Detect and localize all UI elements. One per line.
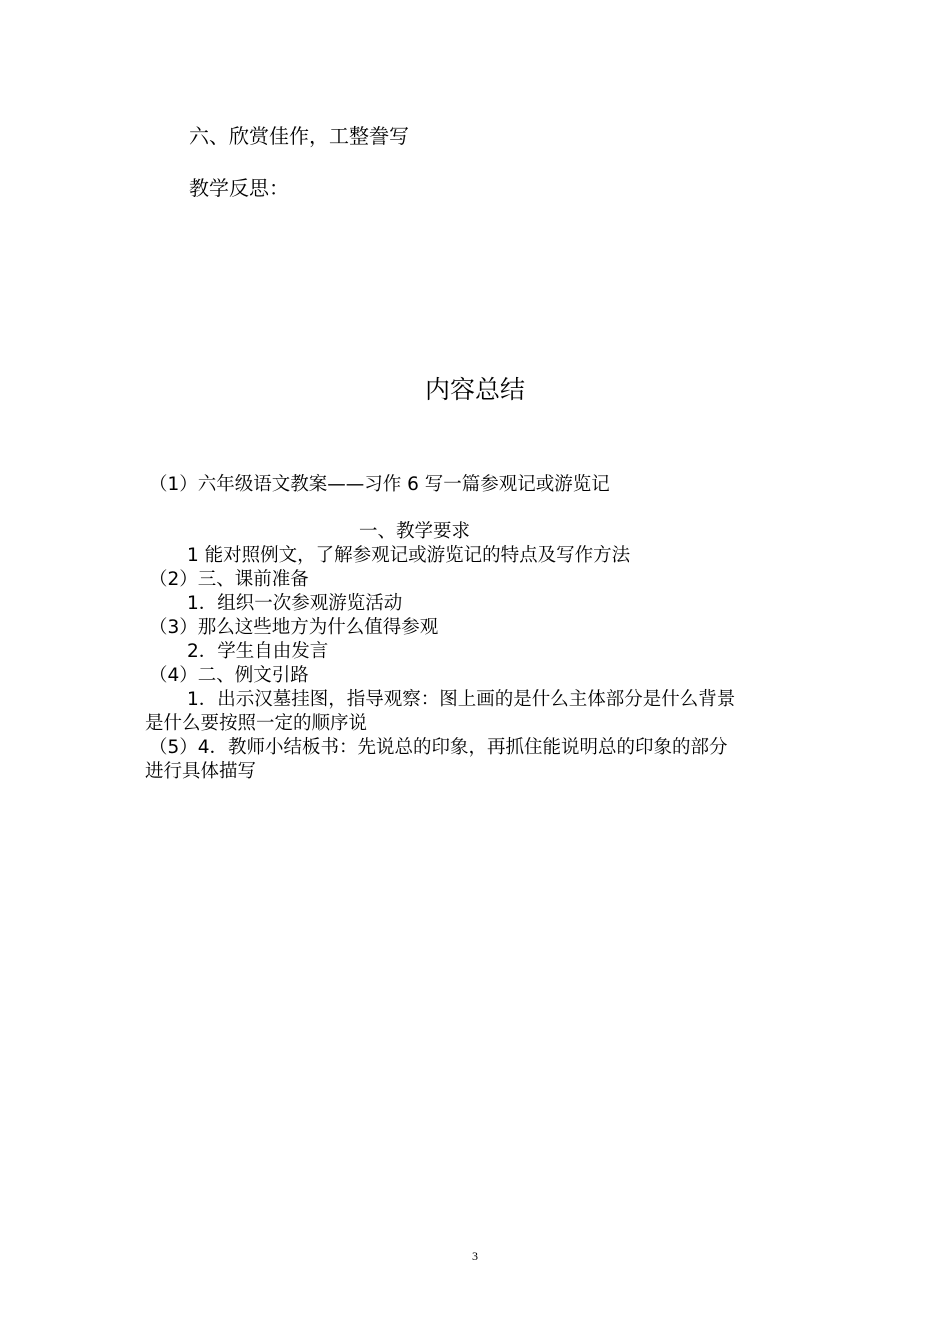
- summary-heading: 内容总结: [424, 375, 525, 404]
- page-number: 3: [472, 1249, 478, 1263]
- section-six-heading: 六、欣赏佳作，工整誊写: [189, 124, 409, 148]
- summary-line-12: 进行具体描写: [145, 761, 257, 782]
- teaching-reflection-label: 教学反思：: [189, 176, 289, 200]
- summary-line-9: 1．出示汉墓挂图，指导观察：图上画的是什么主体部分是什么背景: [187, 689, 736, 710]
- summary-line-6: （3）那么这些地方为什么值得参观: [149, 617, 439, 638]
- summary-line-3: 1 能对照例文，了解参观记或游览记的特点及写作方法: [187, 545, 631, 566]
- summary-line-11: （5）4．教师小结板书：先说总的印象，再抓住能说明总的印象的部分: [149, 737, 728, 758]
- summary-line-4: （2）三、课前准备: [149, 569, 309, 590]
- summary-line-7: 2．学生自由发言: [187, 641, 329, 662]
- summary-line-1: （1）六年级语文教案——习作 6 写一篇参观记或游览记: [149, 474, 610, 495]
- summary-line-5: 1．组织一次参观游览活动: [187, 593, 403, 614]
- summary-line-10: 是什么要按照一定的顺序说: [145, 713, 368, 734]
- summary-line-2: 一、教学要求: [359, 521, 471, 542]
- summary-line-8: （4）二、例文引路: [149, 665, 309, 686]
